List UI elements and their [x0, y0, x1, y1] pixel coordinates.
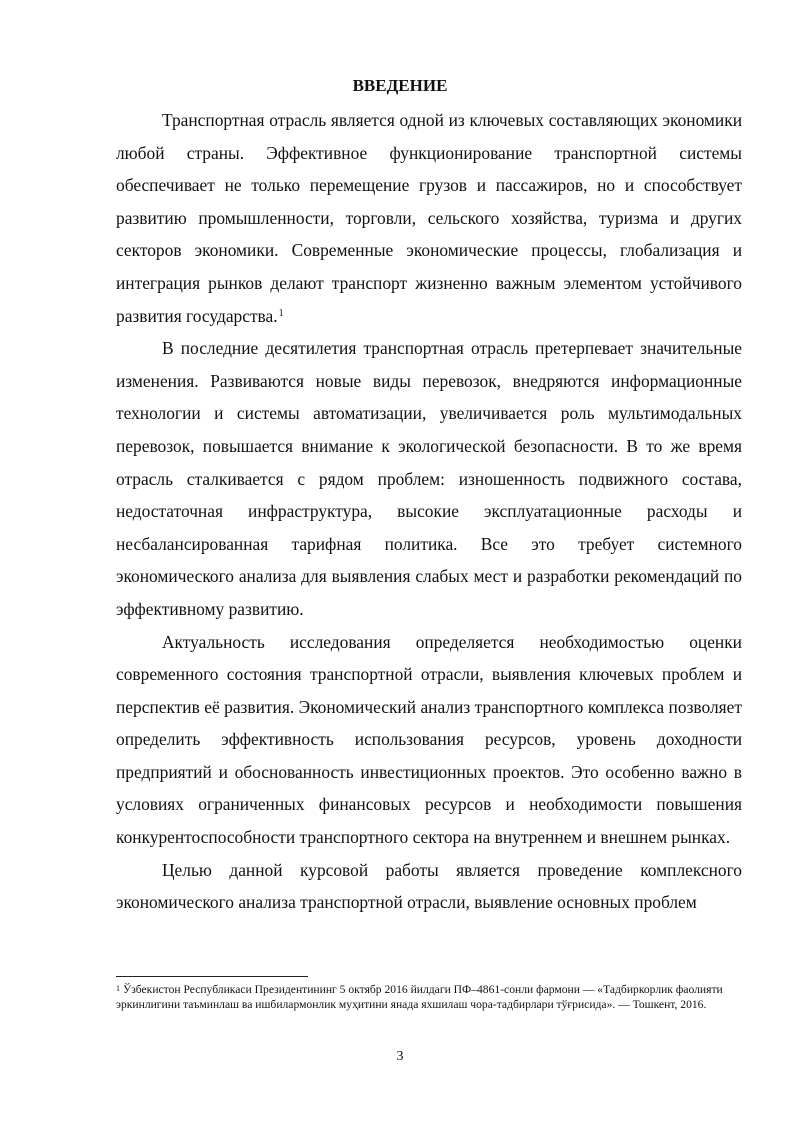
footnote-reference: 1: [278, 307, 284, 319]
page-number: 3: [396, 1049, 404, 1064]
paragraph-4: Целью данной курсовой работы является проведение комплексного экономического анализа транспортной отрасли, выявление основных проблем: [116, 859, 742, 913]
footnote-text: Ўзбекистон Республикаси Президентининг 5 октябр 2016 йилдаги ПФ–4861-сонли фармони — «Тадбиркорлик фаолияти эркинлигини таъминлаш ва ишбилармонлик муҳитини янада яхшилаш чора-тадбирлари тўғрисида». — Тошкент, 2016.: [116, 983, 723, 1012]
paragraph-3: Актуальность исследования определяется необходимостью оценки современного состояния транспортной отрасли, выявления ключевых проблем и перспектив её развития. Экономический анализ транспортного комплекса позволяет определить эффективность использования ресурсов, уровень доходности предприятий и обоснованность инвестиционных проектов. Это особенно важно в условиях ограниченных финансовых ресурсов и необходимости повышения конкурентоспособности транспортного сектора на внутреннем и внешнем рынках.: [116, 631, 742, 848]
paragraph-2: В последние десятилетия транспортная отрасль претерпевает значительные изменения. Развиваются новые виды перевозок, внедряются информационные технологии и системы автоматизации, увеличивается роль мультимодальных перевозок, повышается внимание к экологической безопасности. В то же время отрасль сталкивается с рядом проблем: изношенность подвижного состава, недостаточная инфраструктура, высокие эксплуатационные расходы и несбалансированная тарифная политика. Все это требует системного экономического анализа для выявления слабых мест и разработки рекомендаций по эффективному развитию.: [116, 338, 742, 619]
paragraph-1: [116, 104, 742, 332]
section-heading: ВВЕДЕНИЕ: [352, 76, 448, 95]
footnote-number: 1: [116, 984, 120, 993]
paragraph-1-text: Транспортная отрасль является одной из ключевых составляющих экономики любой страны. Эффективное функционирование транспортной системы обеспечивает не только перемещение грузов и пассажиров, но и способствует развитию промышленности, торговли, сельского хозяйства, туризма и других секторов экономики. Современные экономические процессы, глобализация и интеграция рынков делают транспорт жизненно важным элементом устойчивого развития государства.: [116, 110, 742, 326]
body-text: [116, 104, 742, 919]
footnote-separator: [116, 976, 308, 977]
footnote: [116, 982, 736, 1013]
